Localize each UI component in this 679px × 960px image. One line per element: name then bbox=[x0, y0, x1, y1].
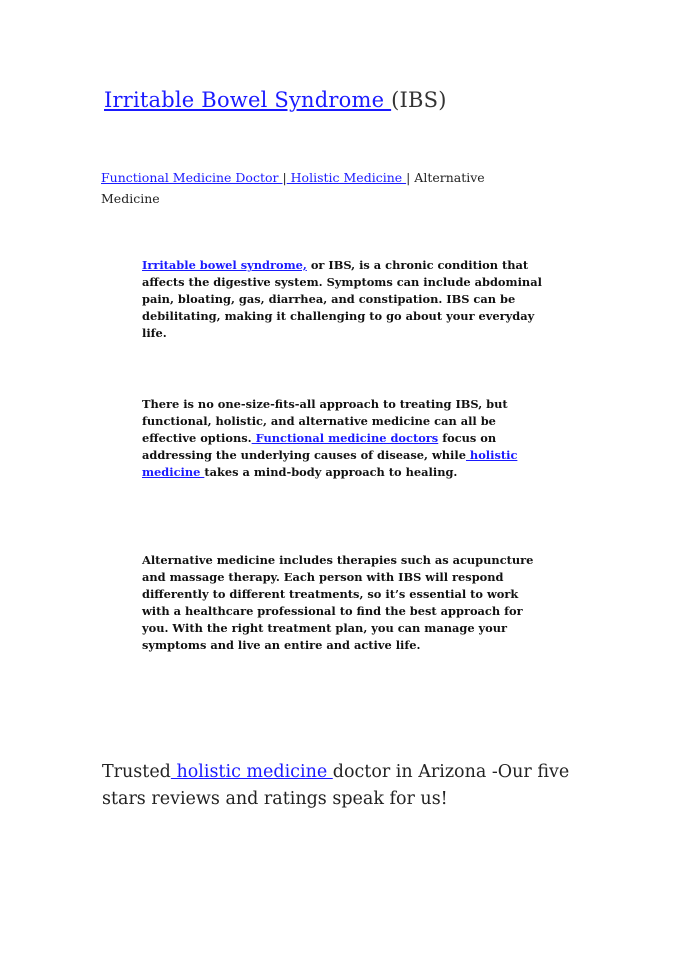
closing-holistic-medicine-link[interactable]: holistic medicine bbox=[170, 762, 333, 782]
treatment-paragraph-text-3: takes a mind-body approach to healing. bbox=[204, 465, 458, 479]
intro-paragraph bbox=[142, 257, 542, 342]
closing-text-1: Trusted bbox=[102, 762, 171, 782]
breadcrumb-functional-medicine-doctor[interactable]: Functional Medicine Doctor bbox=[101, 170, 283, 185]
breadcrumb-alternative-medicine: Alternative Medicine bbox=[101, 170, 485, 206]
alternative-medicine-paragraph bbox=[142, 552, 542, 654]
alternative-medicine-paragraph-text: Alternative medicine includes therapies such as acupuncture and massage therapy. Each person with IBS will respond differently to different treatments, so it’s essential to work with a healthcare professional to find the best approach for you. With the right treatment plan, you can manage your symptoms and live an entire and active life. bbox=[142, 553, 534, 652]
breadcrumb bbox=[101, 167, 531, 209]
page-title bbox=[104, 88, 447, 112]
treatment-paragraph-text-1: There is no one-size-fits-all approach to treating IBS, but functional, holistic, and alternative medicine can all be effective options. bbox=[142, 397, 508, 445]
breadcrumb-holistic-medicine[interactable]: Holistic Medicine bbox=[286, 170, 407, 185]
ibs-inline-link[interactable]: Irritable bowel syndrome, bbox=[142, 258, 307, 272]
breadcrumb-separator: | bbox=[282, 170, 287, 185]
treatment-paragraph-text-2: focus on addressing the underlying causes of disease, while bbox=[142, 431, 497, 462]
ibs-heading-suffix: (IBS) bbox=[391, 88, 447, 112]
closing-text-2: doctor in Arizona -Our five stars reviews and ratings speak for us! bbox=[102, 762, 570, 809]
closing-statement bbox=[102, 759, 572, 813]
holistic-medicine-inline-link[interactable]: holistic medicine bbox=[142, 448, 518, 479]
breadcrumb-separator: | bbox=[406, 170, 411, 185]
treatment-paragraph bbox=[142, 396, 542, 481]
functional-medicine-doctors-link[interactable]: Functional medicine doctors bbox=[251, 431, 439, 445]
intro-paragraph-text: or IBS, is a chronic condition that affects the digestive system. Symptoms can include abdominal pain, bloating, gas, diarrhea, and constipation. IBS can be debilitating, making it challenging to go about your everyday life. bbox=[142, 258, 542, 340]
ibs-heading-link[interactable]: Irritable Bowel Syndrome bbox=[104, 88, 392, 112]
